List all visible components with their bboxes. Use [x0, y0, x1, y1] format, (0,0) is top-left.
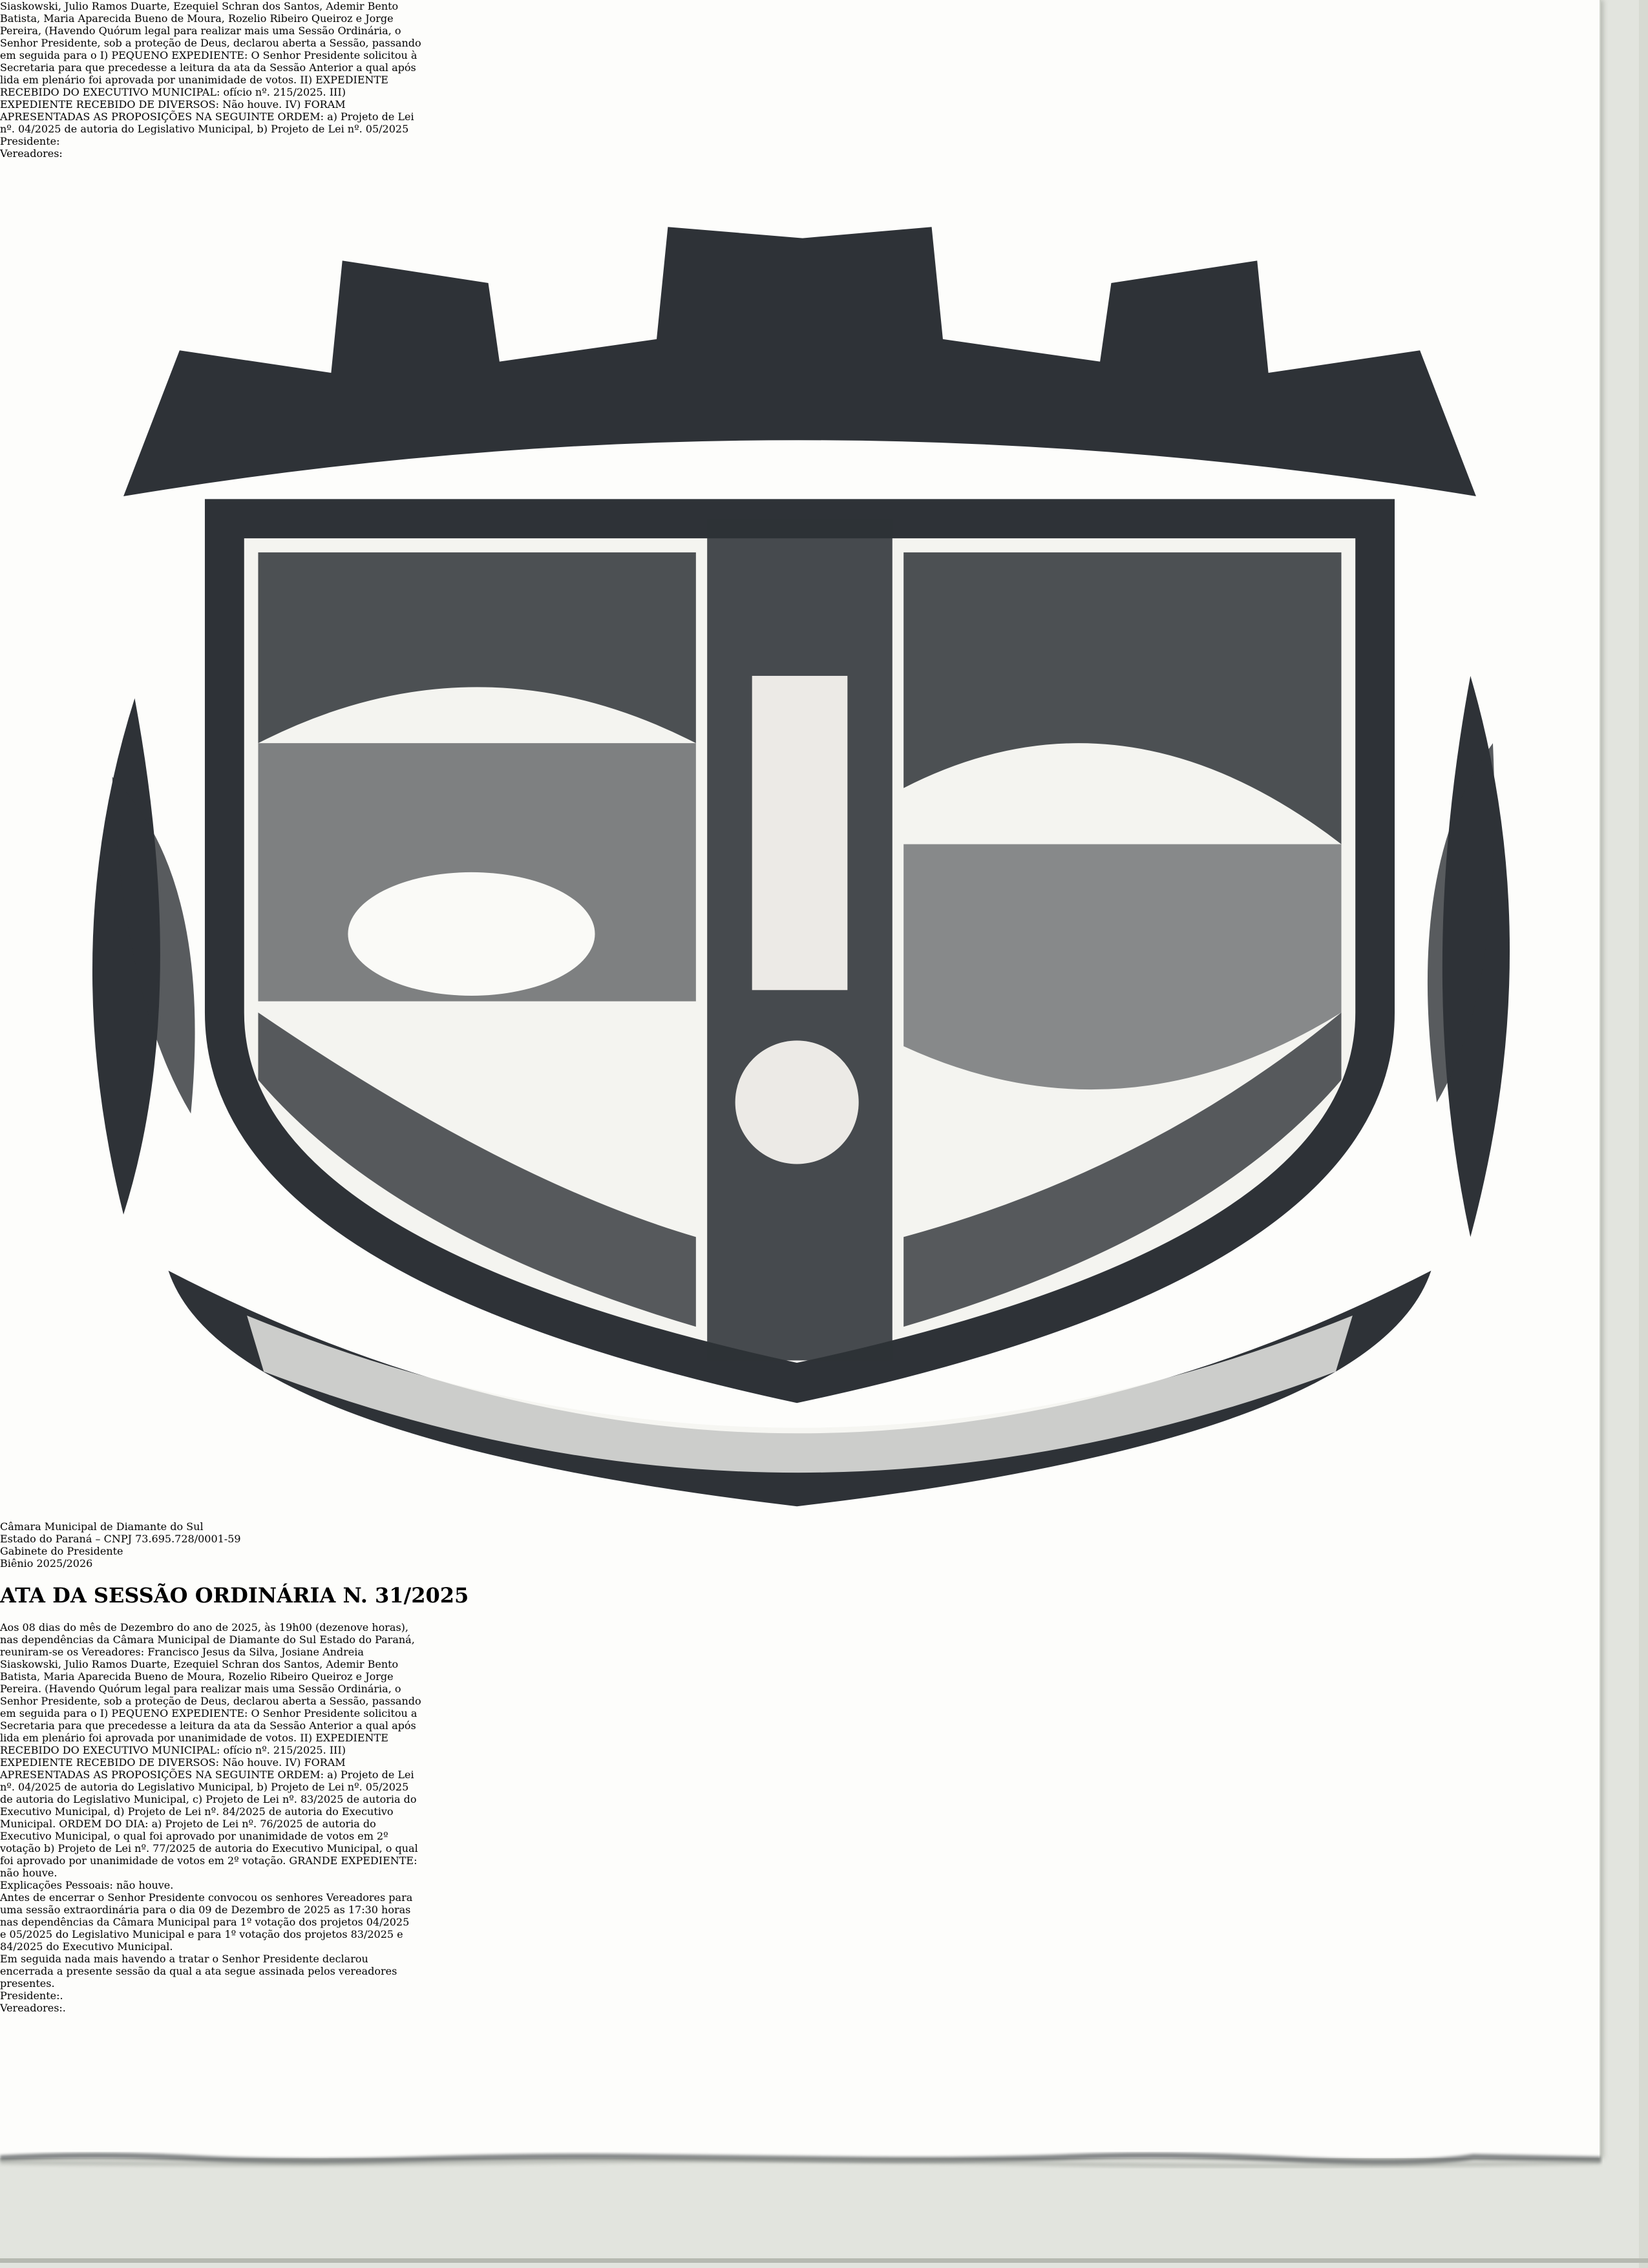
text-line: Batista, Maria Aparecida Bueno de Moura, Rozelio Ribeiro Queiroz e Jorge: [0, 1670, 394, 1683]
scanner-bed-edge: [1639, 0, 1648, 2268]
bleed-through-line: nº. 04/2025 de autoria do Legislativo Municipal, b) Projeto de Lei nº. 05/2025: [0, 123, 409, 135]
text-line: Pereira. (Havendo Quórum legal para realizar mais uma Sessão Ordinária, o: [0, 1683, 401, 1696]
bleed-through-line: Secretaria para que precedesse a leitura da ata da Sessão Anterior a qual após: [0, 61, 416, 74]
text-line: lida em plenário foi aprovada por unanimidade de votos. II) EXPEDIENTE: [0, 1732, 388, 1745]
text-line: presentes.: [0, 1977, 55, 1990]
bleed-through-line: Siaskowski, Julio Ramos Duarte, Ezequiel Schran dos Santos, Ademir Bento: [0, 0, 399, 12]
text-line: encerrada a presente sessão da qual a ata segue assinada pelos vereadores: [0, 1965, 397, 1978]
council-signature-row: [0, 2002, 1600, 2014]
bleed-through-text: [0, 0, 1600, 135]
text-line: Secretaria para que precedesse a leitura da ata da Sessão Anterior a qual após: [0, 1719, 416, 1732]
text-line: foi aprovado por unanimidade de votos em 2º votação. GRANDE EXPEDIENTE:: [0, 1854, 417, 1867]
handwritten-signatures: [0, 2014, 1600, 2268]
scan-bottom-line: [0, 2258, 1648, 2263]
text-line: Municipal. ORDEM DO DIA: a) Projeto de Lei nº. 76/2025 de autoria do: [0, 1818, 376, 1831]
organization-name: Câmara Municipal de Diamante do Sul: [0, 1520, 204, 1533]
text-line: não houve.: [0, 1867, 58, 1880]
text-line: Antes de encerrar o Senhor Presidente convocou os senhores Vereadores para: [0, 1891, 413, 1904]
minutes-main-paragraph: [0, 1621, 1600, 1879]
office-label: Gabinete do Presidente: [0, 1544, 123, 1557]
document-title: ATA DA SESSÃO ORDINÁRIA N. 31/2025: [0, 1583, 469, 1608]
text-line: Executivo Municipal, d) Projeto de Lei nº. 84/2025 de autoria do Executivo: [0, 1805, 394, 1818]
bleed-through-council-label: Vereadores:: [0, 147, 63, 160]
text-line: EXPEDIENTE RECEBIDO DE DIVERSOS: Não houve. IV) FORAM: [0, 1756, 346, 1769]
bleed-through-line: APRESENTADAS AS PROPOSIÇÕES NA SEGUINTE ORDEM: a) Projeto de Lei: [0, 110, 414, 123]
council-label: Vereadores:.: [0, 2002, 66, 2015]
text-line: RECEBIDO DO EXECUTIVO MUNICIPAL: ofício nº. 215/2025. III): [0, 1744, 346, 1757]
extraordinary-session-paragraph: [0, 1891, 1600, 1953]
term-label: Biênio 2025/2026: [0, 1557, 93, 1570]
bleed-through-line: lida em plenário foi aprovada por unanimidade de votos. II) EXPEDIENTE: [0, 74, 388, 86]
text-line: Siaskowski, Julio Ramos Duarte, Ezequiel Schran dos Santos, Ademir Bento: [0, 1658, 399, 1671]
bleed-through-line: Senhor Presidente, sob a proteção de Deus, declarou aberta a Sessão, passando: [0, 37, 421, 49]
text-line: APRESENTADAS AS PROPOSIÇÕES NA SEGUINTE ORDEM: a) Projeto de Lei: [0, 1769, 414, 1781]
closing-paragraph: [0, 1953, 1600, 1990]
organization-subtitle: Estado do Paraná – CNPJ 73.695.728/0001-59: [0, 1532, 241, 1545]
text-line: 84/2025 do Executivo Municipal.: [0, 1940, 173, 1953]
bleed-through-line: em seguida para o I) PEQUENO EXPEDIENTE: O Senhor Presidente solicitou à: [0, 49, 417, 61]
text-line: em seguida para o I) PEQUENO EXPEDIENTE: O Senhor Presidente solicitou a: [0, 1707, 417, 1720]
text-line: votação b) Projeto de Lei nº. 77/2025 de autoria do Executivo Municipal, o qual: [0, 1842, 418, 1855]
text-line: reuniram-se os Vereadores: Francisco Jesus da Silva, Josiane Andreia: [0, 1646, 364, 1659]
paper-bottom-edge-shadow: [0, 2152, 1603, 2168]
text-line: nº. 04/2025 de autoria do Legislativo Municipal, b) Projeto de Lei nº. 05/2025: [0, 1781, 409, 1794]
text-line: Aos 08 dias do mês de Dezembro do ano de 2025, às 19h00 (dezenove horas),: [0, 1621, 408, 1634]
text-line: Executivo Municipal, o qual foi aprovado por unanimidade de votos em 2º: [0, 1830, 388, 1843]
text-line: e 05/2025 do Legislativo Municipal e para 1º votação dos projetos 83/2025 e: [0, 1928, 403, 1941]
bleed-through-line: RECEBIDO DO EXECUTIVO MUNICIPAL: ofício nº. 215/2025. III): [0, 86, 346, 98]
bleed-through-line: Batista, Maria Aparecida Bueno de Moura, Rozelio Ribeiro Queiroz e Jorge: [0, 12, 394, 25]
municipal-coat-of-arms-icon: [0, 160, 1600, 1518]
text-line: nas dependências da Câmara Municipal de Diamante do Sul Estado do Paraná,: [0, 1633, 415, 1646]
text-line: nas dependências da Câmara Municipal para 1º votação dos projetos 04/2025: [0, 1916, 410, 1929]
text-line: Explicações Pessoais: não houve.: [0, 1879, 174, 1892]
president-signature-row: [0, 1990, 1600, 2002]
personal-explanations-paragraph: [0, 1879, 1600, 1891]
bleed-through-president-label: Presidente:: [0, 135, 60, 147]
text-line: Senhor Presidente, sob a proteção de Deus, declarou aberta a Sessão, passando: [0, 1695, 421, 1708]
text-line: Em seguida nada mais havendo a tratar o Senhor Presidente declarou: [0, 1953, 368, 1966]
text-line: de autoria do Legislativo Municipal, c) Projeto de Lei nº. 83/2025 de autoria do: [0, 1793, 417, 1806]
bleed-through-line: Pereira, (Havendo Quórum legal para realizar mais uma Sessão Ordinária, o: [0, 25, 401, 37]
text-line: uma sessão extraordinária para o dia 09 de Dezembro de 2025 as 17:30 horas: [0, 1904, 411, 1916]
bleed-through-line: EXPEDIENTE RECEBIDO DE DIVERSOS: Não houve. IV) FORAM: [0, 98, 346, 110]
president-label: Presidente:.: [0, 1990, 63, 2002]
